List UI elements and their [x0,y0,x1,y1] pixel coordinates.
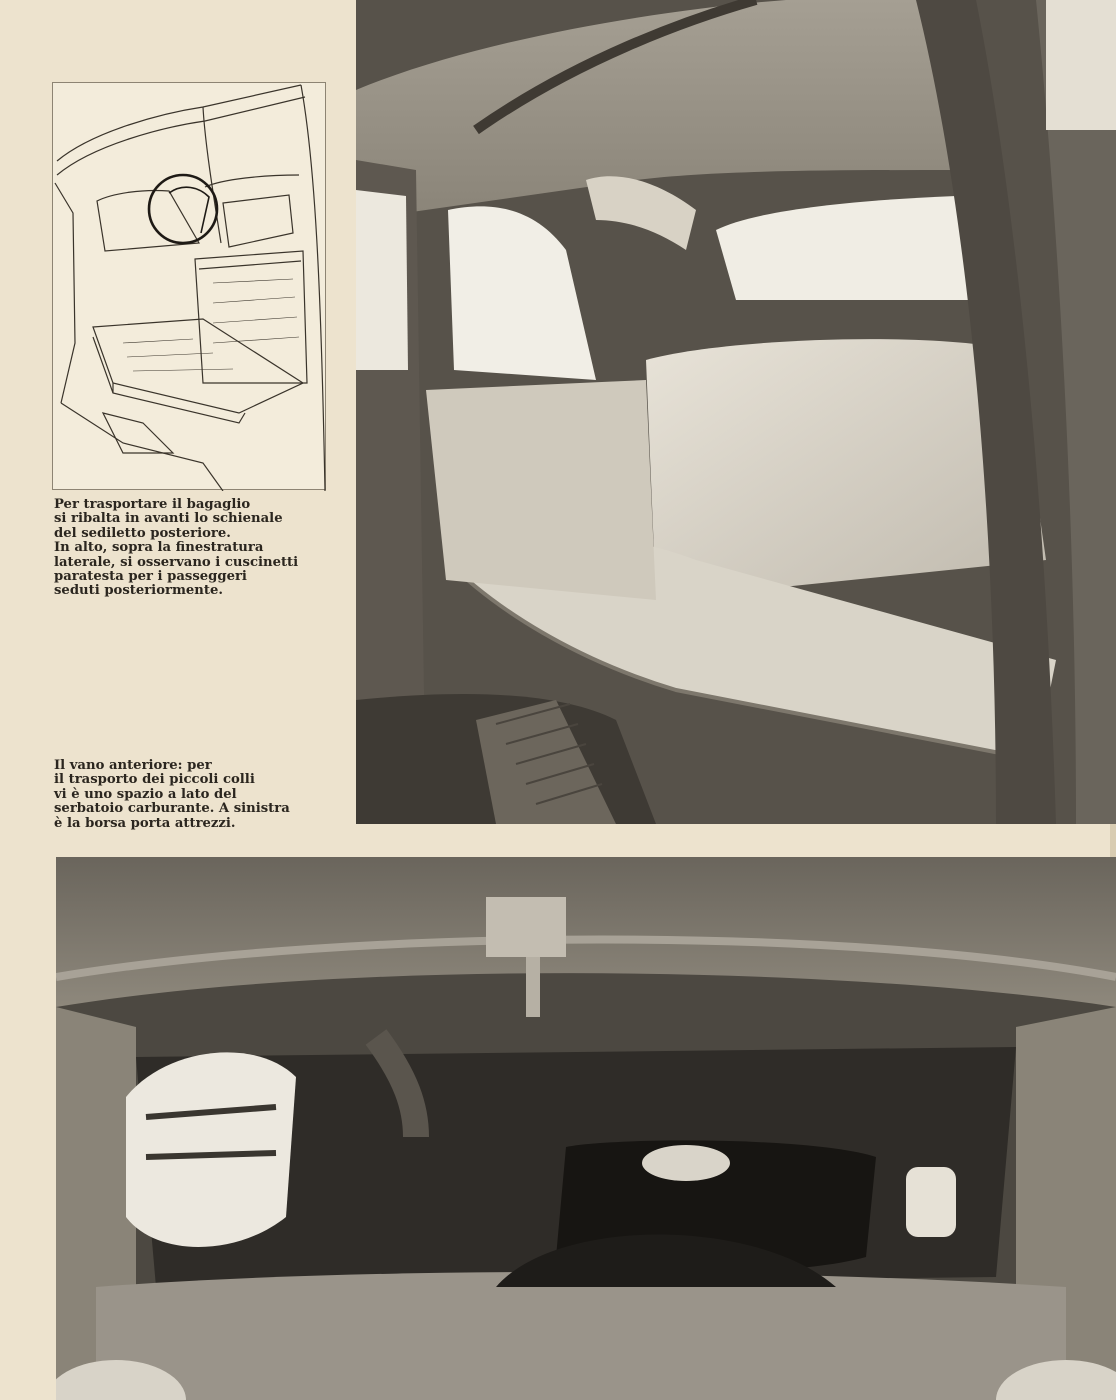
caption-front-compartment: Il vano anteriore: per il trasporto dei piccoli colli vi è uno spazio a lato del serbatoio carburante. A sinistra è la borsa porta attrezzi. [54,758,290,831]
front-compartment-photo [56,857,1116,1400]
interior-sketch [52,82,326,490]
caption-luggage: Per trasportare il bagaglio si ribalta in avanti lo schienale del sediletto posteriore. In alto, sopra la finestratura laterale, si osservano i cuscinetti paratesta per i passeggeri seduti posteriormente. [54,497,299,599]
rear-seat-photo [356,0,1116,824]
